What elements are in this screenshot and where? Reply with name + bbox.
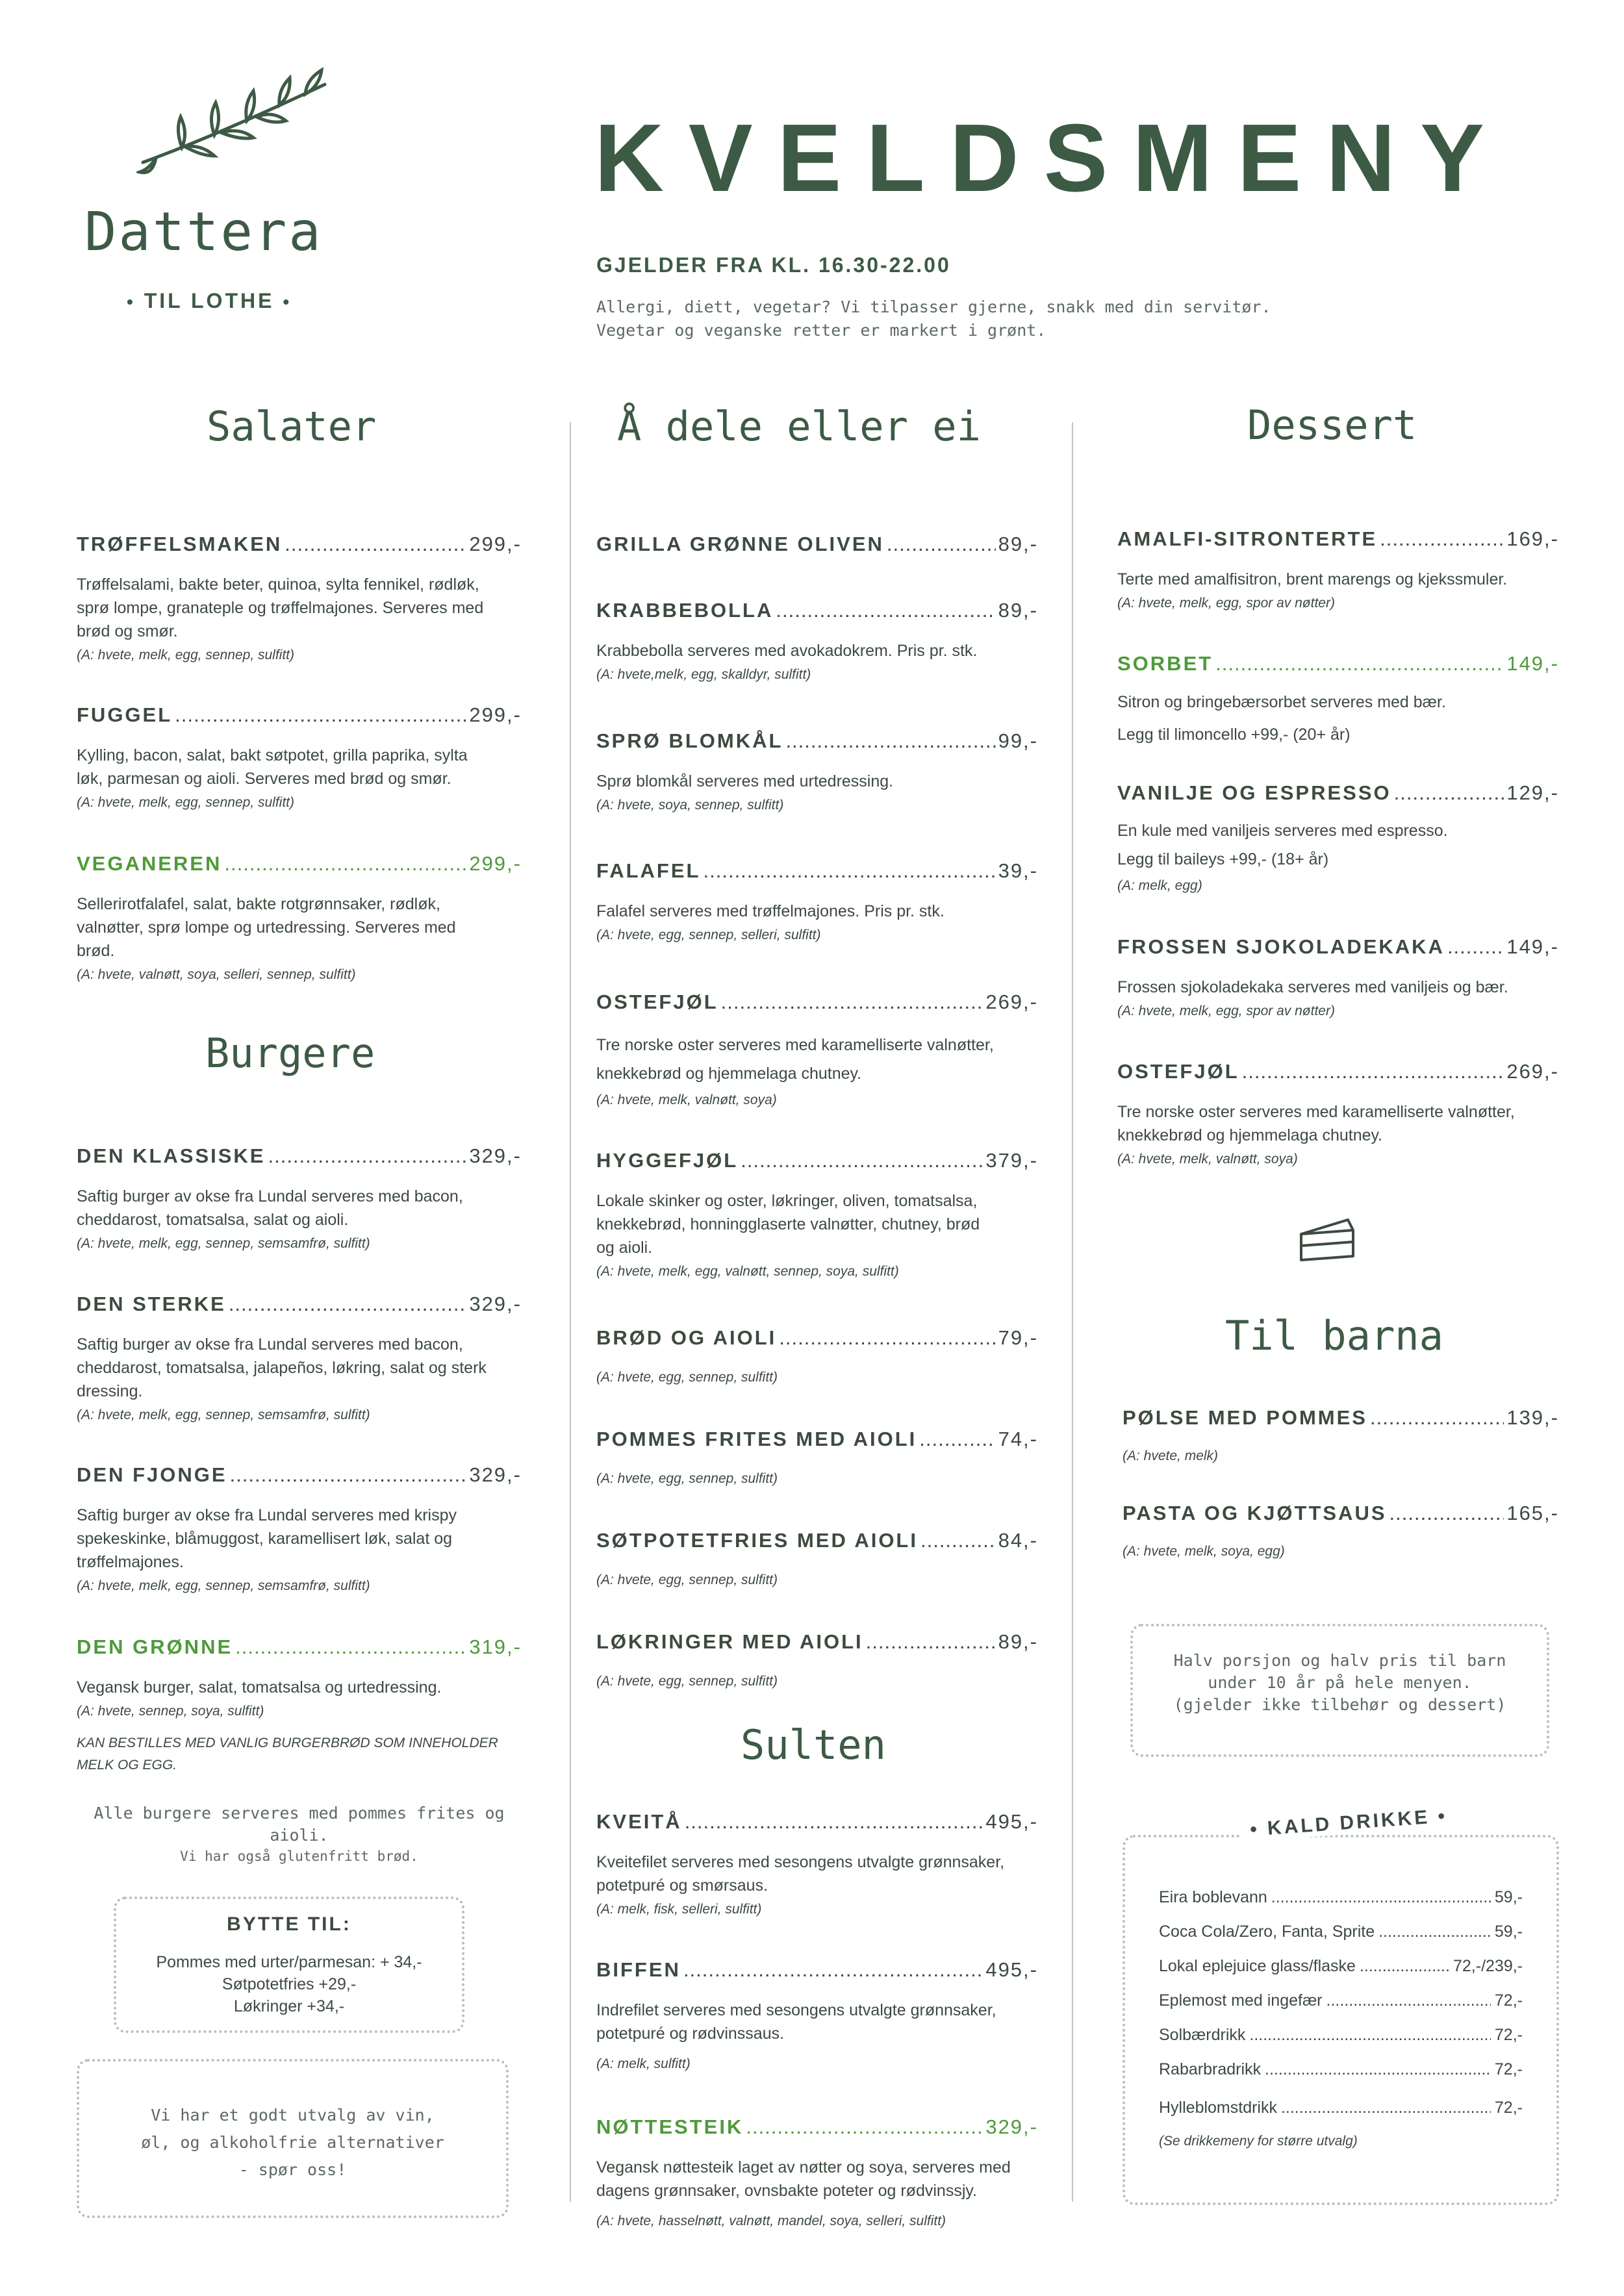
- item-price: 495,-: [985, 1810, 1038, 1833]
- column-divider: [1072, 422, 1073, 2202]
- menu-item: [596, 1326, 1038, 1387]
- section-title-dessert: Dessert: [1247, 401, 1417, 449]
- desc-line: knekkebrød og hjemmelaga chutney.: [1117, 1126, 1383, 1144]
- item-allergens: (A: hvete, melk, egg, sennep, sulfitt): [77, 648, 294, 662]
- desc-line: Kylling, bacon, salat, bakt søtpotet, grilla paprika, sylta: [77, 746, 468, 764]
- desc-line: knekkebrød, honningglaserte valnøtter, chutney, brød: [596, 1215, 980, 1233]
- desc-line: Sprø blomkål serveres med urtedressing.: [596, 772, 894, 790]
- item-allergens: (A: hvete, melk, egg, sennep, semsamfrø, sulfitt): [77, 1407, 370, 1422]
- drink-name: Coca Cola/Zero, Fanta, Sprite: [1159, 1923, 1375, 1941]
- menu-item: [77, 533, 522, 665]
- item-allergens: (A: hvete, egg, sennep, sulfitt): [596, 1572, 778, 1587]
- drink-row: [1159, 1915, 1523, 1949]
- desc-line: Frossen sjokoladekaka serveres med vaniljeis og bær.: [1117, 978, 1508, 996]
- menu-item: [1123, 1406, 1559, 1466]
- item-price: 329,-: [985, 2115, 1038, 2138]
- desc-line: spekeskinke, blåmuggost, karamellisert løk, salat og: [77, 1530, 453, 1548]
- item-description: [1117, 816, 1559, 874]
- gluten-note: Vi har også glutenfritt brød.: [180, 1848, 418, 1864]
- desc-line: Sitron og bringebærsorbet serveres med bær.: [1117, 693, 1446, 711]
- desc-line: En kule med vaniljeis serveres med espresso.: [1117, 822, 1448, 840]
- menu-item: [596, 1149, 1038, 1281]
- drink-price: 59,-: [1494, 1923, 1523, 1941]
- item-allergens: (A: hvete, melk): [1123, 1448, 1219, 1463]
- item-name: FALAFEL: [596, 859, 701, 882]
- item-name: DEN GRØNNE: [77, 1635, 233, 1658]
- menu-item: [1123, 1502, 1559, 1561]
- item-name: VANILJE OG ESPRESSO: [1117, 781, 1391, 804]
- item-allergens: (A: hvete, egg, sennep, sulfitt): [596, 1471, 778, 1486]
- wine-box: [77, 2059, 509, 2218]
- item-name: DEN STERKE: [77, 1293, 226, 1315]
- desc-line: Tre norske oster serveres med karamelliserte valnøtter,: [1117, 1103, 1515, 1121]
- item-name: POMMES FRITES MED AIOLI: [596, 1428, 917, 1450]
- item-price: 89,-: [998, 599, 1038, 622]
- item-name: KVEITÅ: [596, 1810, 682, 1833]
- drinks-list: [1159, 1880, 1523, 2151]
- item-name: BIFFEN: [596, 1958, 681, 1981]
- menu-item: [1117, 781, 1559, 896]
- bytte-line: Søtpotetfries +29,-: [222, 1975, 357, 1993]
- item-description: [77, 573, 522, 643]
- item-name: FROSSEN SJOKOLADEKAKA: [1117, 935, 1445, 958]
- menu-item: [596, 990, 1038, 1110]
- column-divider: [570, 422, 571, 2202]
- desc-line: løk, parmesan og aioli. Serveres med brød og smør.: [77, 770, 451, 788]
- opening-hours: GJELDER FRA KL. 16.30-22.00: [596, 253, 951, 277]
- kids-note: [1133, 1650, 1547, 1716]
- item-name: FUGGEL: [77, 703, 173, 726]
- item-price: 329,-: [469, 1463, 522, 1486]
- bread-note-line: KAN BESTILLES MED VANLIG BURGERBRØD SOM INNEHOLDER: [77, 1735, 498, 1750]
- item-price: 99,-: [998, 729, 1038, 752]
- item-price: 39,-: [998, 859, 1038, 882]
- item-name: SPRØ BLOMKÅL: [596, 729, 783, 752]
- menu-item: [596, 1958, 1038, 2074]
- drink-row: [1159, 2091, 1523, 2125]
- item-allergens: (A: melk, sulfitt): [596, 2056, 691, 2071]
- menu-item: [1117, 1060, 1559, 1169]
- kids-note-line: (gjelder ikke tilbehør og dessert): [1173, 1695, 1506, 1714]
- item-description: [596, 1850, 1038, 1897]
- drink-row: [1159, 2018, 1523, 2052]
- menu-item-vegan: [596, 2115, 1038, 2231]
- item-allergens: (A: hvete, melk, egg, sennep, semsamfrø, sulfitt): [77, 1578, 370, 1593]
- item-name: TRØFFELSMAKEN: [77, 533, 283, 555]
- item-price: 165,-: [1506, 1502, 1559, 1524]
- desc-line: dagens grønnsaker, ovnsbakte poteter og rødvinssjy.: [596, 2182, 977, 2200]
- item-allergens: (A: hvete, melk, valnøtt, soya): [596, 1092, 777, 1107]
- page-title: KVELDSMENY: [594, 105, 1509, 212]
- bread-note: [77, 1732, 522, 1776]
- item-name: OSTEFJØL: [1117, 1060, 1239, 1083]
- desc-line: brød og smør.: [77, 622, 178, 640]
- item-allergens: (A: hvete, hasselnøtt, valnøtt, mandel, soya, selleri, sulfitt): [596, 2214, 946, 2228]
- drink-name: Hylleblomstdrikk: [1159, 2099, 1277, 2117]
- item-name: GRILLA GRØNNE OLIVEN: [596, 533, 884, 555]
- drinks-footer: (Se drikkemeny for større utvalg): [1159, 2134, 1358, 2149]
- desc-line: valnøtter, sprø lompe og urtedressing. Serveres med: [77, 918, 456, 937]
- item-name: VEGANEREN: [77, 852, 222, 875]
- desc-line: dressing.: [77, 1382, 143, 1400]
- item-name: SØTPOTETFRIES MED AIOLI: [596, 1529, 918, 1552]
- item-price: 379,-: [985, 1149, 1038, 1172]
- desc-line: Lokale skinker og oster, løkringer, oliven, tomatsalsa,: [596, 1192, 978, 1210]
- drink-name: Eplemost med ingefær: [1159, 1991, 1323, 2010]
- drink-name: Eira boblevann: [1159, 1888, 1267, 1906]
- menu-item: [77, 1293, 522, 1425]
- item-price: 319,-: [469, 1635, 522, 1658]
- item-price: 495,-: [985, 1958, 1038, 1981]
- desc-line: trøffelmajones.: [77, 1553, 184, 1571]
- item-description: [77, 1333, 522, 1403]
- item-price: 299,-: [469, 703, 522, 726]
- item-price: 84,-: [998, 1529, 1038, 1552]
- item-allergens: (A: hvete, valnøtt, soya, selleri, sennep, sulfitt): [77, 967, 356, 982]
- item-name: BRØD OG AIOLI: [596, 1326, 777, 1349]
- bullet-icon: •: [1437, 1805, 1449, 1828]
- desc-line: Terte med amalfisitron, brent marengs og kjekssmuler.: [1117, 570, 1508, 588]
- item-allergens: (A: hvete, egg, sennep, sulfitt): [596, 1370, 778, 1385]
- desc-line: Saftig burger av okse fra Lundal serveres med krispy: [77, 1506, 457, 1524]
- served-line: Alle burgere serveres med pommes frites og: [94, 1804, 505, 1823]
- logo-name: Dattera: [84, 201, 323, 263]
- section-title-salater: Salater: [207, 403, 377, 450]
- desc-line: Trøffelsalami, bakte beter, quinoa, sylta fennikel, rødløk,: [77, 575, 479, 594]
- menu-item: [596, 859, 1038, 945]
- section-title-burgere: Burgere: [205, 1029, 375, 1077]
- item-description: [596, 639, 1038, 662]
- drink-price: 72,-: [1494, 2060, 1523, 2078]
- burger-served-note: [77, 1802, 522, 1866]
- drink-row: [1159, 2052, 1523, 2087]
- item-description: [77, 892, 522, 963]
- menu-item-vegan: [1117, 652, 1559, 751]
- allergy-note-line: Vegetar og veganske retter er markert i grønt.: [596, 321, 1047, 340]
- item-price: 169,-: [1506, 527, 1559, 550]
- section-title-dele: Å dele eller ei: [617, 403, 981, 450]
- item-description: [596, 770, 1038, 793]
- desc-line: potetpuré og rødvinssaus.: [596, 2025, 785, 2043]
- section-title-sulten: Sulten: [741, 1721, 886, 1769]
- desc-line: cheddarost, tomatsalsa, jalapeños, løkring, salat og sterk: [77, 1359, 487, 1377]
- desc-line: Saftig burger av okse fra Lundal serveres med bacon,: [77, 1335, 463, 1354]
- item-name: NØTTESTEIK: [596, 2115, 744, 2138]
- menu-item-vegan: [77, 1635, 522, 1721]
- menu-item: [596, 1529, 1038, 1590]
- item-description: [596, 2156, 1038, 2202]
- item-name: DEN KLASSISKE: [77, 1144, 266, 1167]
- menu-item-vegan: [77, 852, 522, 985]
- menu-item: [1117, 527, 1559, 613]
- menu-item: [596, 1810, 1038, 1919]
- menu-item: [77, 1463, 522, 1596]
- item-name: AMALFI-SITRONTERTE: [1117, 527, 1378, 550]
- item-allergens: (A: hvete, melk, egg, spor av nøtter): [1117, 596, 1335, 611]
- item-price: 269,-: [1506, 1060, 1559, 1083]
- item-description: [77, 1185, 522, 1231]
- item-price: 74,-: [998, 1428, 1038, 1450]
- bytte-box: [114, 1897, 464, 2033]
- bullet-icon: •: [1249, 1818, 1260, 1841]
- cake-slice-icon: [1296, 1215, 1361, 1267]
- item-name: KRABBEBOLLA: [596, 599, 774, 622]
- item-description: [1117, 1100, 1559, 1147]
- kids-note-line: Halv porsjon og halv pris til barn: [1173, 1651, 1506, 1670]
- drink-price: 72,-: [1494, 2026, 1523, 2044]
- item-allergens: (A: hvete, soya, sennep, sulfitt): [596, 798, 784, 813]
- drink-row: [1159, 1880, 1523, 1915]
- item-name: PASTA OG KJØTTSAUS: [1123, 1502, 1387, 1524]
- desc-line: Legg til baileys +99,- (18+ år): [1117, 850, 1329, 868]
- item-name: DEN FJONGE: [77, 1463, 227, 1486]
- item-allergens: (A: hvete, melk, egg, valnøtt, sennep, soya, sulfitt): [596, 1264, 899, 1279]
- menu-item: [596, 1428, 1038, 1489]
- desc-line: Sellerirotfalafel, salat, bakte rotgrønnsaker, rødløk,: [77, 895, 440, 913]
- item-description: [596, 1999, 1038, 2045]
- wine-note: [79, 2102, 506, 2184]
- desc-line: Kveitefilet serveres med sesongens utvalgte grønnsaker,: [596, 1853, 1005, 1871]
- desc-line: Vegansk nøttesteik laget av nøtter og soya, serveres med: [596, 2158, 1011, 2176]
- menu-item: [596, 599, 1038, 685]
- item-description: [1117, 976, 1559, 999]
- desc-line: brød.: [77, 942, 115, 960]
- desc-line: Krabbebolla serveres med avokadokrem. Pris pr. stk.: [596, 642, 978, 660]
- item-allergens: (A: hvete,melk, egg, skalldyr, sulfitt): [596, 667, 811, 682]
- item-name: LØKRINGER MED AIOLI: [596, 1630, 863, 1653]
- bytte-line: Pommes med urter/parmesan: + 34,-: [156, 1953, 422, 1971]
- item-allergens: (A: hvete, melk, egg, spor av nøtter): [1117, 1003, 1335, 1018]
- item-allergens: (A: melk, egg): [1117, 878, 1202, 893]
- item-price: 269,-: [985, 990, 1038, 1013]
- desc-line: Saftig burger av okse fra Lundal serveres med bacon,: [77, 1187, 463, 1205]
- allergy-note-line: Allergi, diett, vegetar? Vi tilpasser gjerne, snakk med din servitør.: [596, 297, 1271, 316]
- item-description: [596, 900, 1038, 923]
- menu-item: [1117, 935, 1559, 1021]
- menu-item: [77, 703, 522, 813]
- desc-line: Legg til limoncello +99,- (20+ år): [1117, 725, 1351, 744]
- item-allergens: (A: melk, fisk, selleri, sulfitt): [596, 1902, 762, 1917]
- item-description: [596, 1189, 1038, 1259]
- drinks-title-text: KALD DRIKKE: [1266, 1806, 1431, 1839]
- bread-note-line: MELK OG EGG.: [77, 1758, 177, 1772]
- drink-price: 72,-: [1494, 2099, 1523, 2117]
- drink-price: 72,-: [1494, 1991, 1523, 2010]
- item-description: [77, 1504, 522, 1574]
- item-allergens: (A: hvete, egg, sennep, selleri, sulfitt): [596, 927, 821, 942]
- item-price: 89,-: [998, 1630, 1038, 1653]
- item-price: 149,-: [1506, 652, 1559, 675]
- item-description: [1117, 686, 1559, 751]
- item-price: 299,-: [469, 852, 522, 875]
- item-description: [1117, 568, 1559, 591]
- bytte-title: BYTTE TIL:: [227, 1913, 351, 1935]
- item-description: [77, 744, 522, 790]
- desc-line: Indrefilet serveres med sesongens utvalgte grønnsaker,: [596, 2001, 996, 2019]
- desc-line: cheddarost, tomatsalsa, salat og aioli.: [77, 1211, 349, 1229]
- item-price: 139,-: [1506, 1406, 1559, 1429]
- wine-line: - spør oss!: [238, 2160, 347, 2179]
- drink-row: [1159, 1949, 1523, 1984]
- wine-line: øl, og alkoholfrie alternativer: [141, 2133, 444, 2152]
- drink-name: Rabarbradrikk: [1159, 2060, 1262, 2078]
- item-name: PØLSE MED POMMES: [1123, 1406, 1367, 1429]
- item-price: 329,-: [469, 1144, 522, 1167]
- item-description: [77, 1676, 522, 1699]
- desc-line: sprø lompe, granateple og trøffelmajones. Serveres med: [77, 599, 484, 617]
- bullet-icon: •: [127, 292, 136, 312]
- kids-note-box: [1130, 1624, 1549, 1757]
- item-price: 89,-: [998, 533, 1038, 555]
- bytte-line: Løkringer +34,-: [233, 1997, 345, 2015]
- menu-item: [596, 729, 1038, 815]
- item-description: [596, 1031, 1038, 1088]
- desc-line: og aioli.: [596, 1239, 653, 1257]
- logo-subtitle-text: TIL LOTHE: [144, 289, 275, 312]
- logo-subtitle: [127, 289, 292, 313]
- served-line: aioli.: [270, 1826, 329, 1845]
- section-title-barna: Til barna: [1225, 1312, 1443, 1359]
- item-price: 79,-: [998, 1326, 1038, 1349]
- drink-row: [1159, 1984, 1523, 2018]
- kids-note-line: under 10 år på hele menyen.: [1208, 1673, 1472, 1692]
- item-allergens: (A: hvete, melk, valnøtt, soya): [1117, 1152, 1298, 1167]
- drink-name: Solbærdrikk: [1159, 2026, 1246, 2044]
- item-price: 329,-: [469, 1293, 522, 1315]
- desc-line: Falafel serveres med trøffelmajones. Pris pr. stk.: [596, 902, 945, 920]
- menu-item: [596, 1630, 1038, 1691]
- item-allergens: (A: hvete, melk, egg, sennep, sulfitt): [77, 795, 294, 810]
- desc-line: Tre norske oster serveres med karamelliserte valnøtter,: [596, 1036, 994, 1054]
- drinks-box: [1123, 1835, 1559, 2205]
- desc-line: Vegansk burger, salat, tomatsalsa og urtedressing.: [77, 1678, 442, 1697]
- menu-item: [596, 533, 1038, 556]
- drink-name: Lokal eplejuice glass/flaske: [1159, 1957, 1356, 1975]
- desc-line: potetpuré og smørsaus.: [596, 1876, 768, 1895]
- item-price: 149,-: [1506, 935, 1559, 958]
- allergy-note: [596, 296, 1271, 342]
- item-allergens: (A: hvete, egg, sennep, sulfitt): [596, 1674, 778, 1689]
- olive-branch-icon: [136, 65, 331, 175]
- item-allergens: (A: hvete, sennep, soya, sulfitt): [77, 1704, 264, 1719]
- drink-price: 59,-: [1494, 1888, 1523, 1906]
- item-allergens: (A: hvete, melk, soya, egg): [1123, 1544, 1285, 1559]
- item-name: HYGGEFJØL: [596, 1149, 739, 1172]
- drink-price: 72,-/239,-: [1453, 1957, 1523, 1975]
- item-price: 129,-: [1506, 781, 1559, 804]
- wine-line: Vi har et godt utvalg av vin,: [151, 2106, 435, 2125]
- item-name: OSTEFJØL: [596, 990, 718, 1013]
- desc-line: knekkebrød og hjemmelaga chutney.: [596, 1065, 862, 1083]
- bullet-icon: •: [283, 292, 292, 312]
- item-name: SORBET: [1117, 652, 1213, 675]
- menu-item: [77, 1144, 522, 1254]
- item-price: 299,-: [469, 533, 522, 555]
- logo: [71, 65, 370, 351]
- item-allergens: (A: hvete, melk, egg, sennep, semsamfrø, sulfitt): [77, 1236, 370, 1251]
